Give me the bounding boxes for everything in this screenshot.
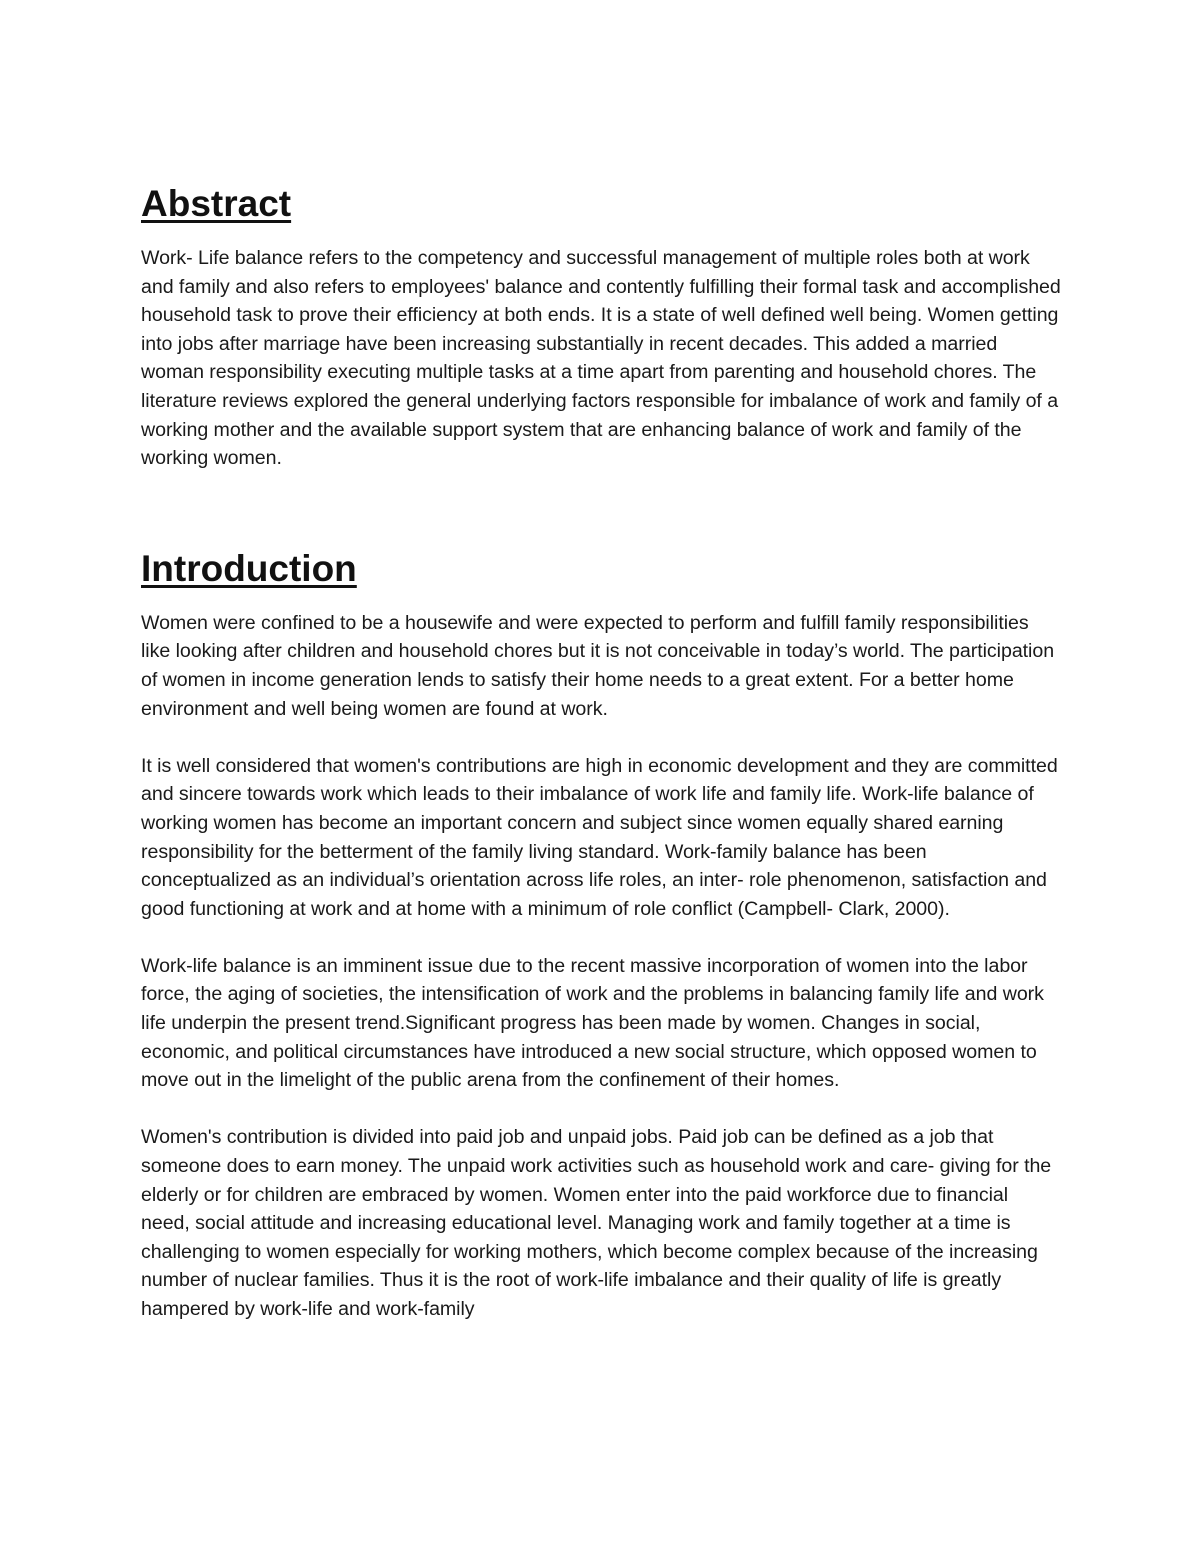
introduction-paragraph-3: Work-life balance is an imminent issue due to the recent massive incorporation of women into the labor force, the aging of societies, the intensification of work and the problems in balancing family life and work life underpin the present trend.Significant progress has been made by women. Changes in social, economic, and political circumstances have introduced a new social structure, which opposed women to move out in the limelight of the public arena from the confinement of their homes. <box>141 954 1044 1092</box>
introduction-section <box>141 545 1061 1324</box>
abstract-section <box>141 180 1061 473</box>
document-content <box>141 180 1061 1324</box>
introduction-paragraph-1: Women were confined to be a housewife and were expected to perform and fulfill family responsibilities like looking after children and household chores but it is not conceivable in today’s world. The participation of women in income generation lends to satisfy their home needs to a great extent. For a better home environment and well being women are found at work. <box>141 611 1055 720</box>
introduction-paragraph-4: Women's contribution is divided into paid job and unpaid jobs. Paid job can be defined as a job that someone does to earn money. The unpaid work activities such as household work and care- giving for the elderly or for children are embraced by women. Women enter into the paid workforce due to financial need, social attitude and increasing educational level. Managing work and family together at a time is challenging to women especially for working mothers, which become complex because of the increasing number of nuclear families. Thus it is the root of work-life imbalance and their quality of life is greatly hampered by work-life and work-family <box>141 1126 1052 1320</box>
section-spacer <box>141 473 1061 545</box>
paragraph-spacer <box>141 1095 1061 1124</box>
abstract-paragraph: Work- Life balance refers to the competency and successful management of multiple roles both at work and family and also refers to employees' balance and contently fulfilling their formal task and accomplished household task to prove their efficiency at both ends. It is a state of well defined well being. Women getting into jobs after marriage have been increasing substantially in recent decades. This added a married woman responsibility executing multiple tasks at a time apart from parenting and household chores. The literature reviews explored the general underlying factors responsible for imbalance of work and family of a working mother and the available support system that are enhancing balance of work and family of the working women. <box>141 247 1061 470</box>
abstract-heading: Abstract <box>141 183 292 224</box>
paragraph-spacer <box>141 723 1061 752</box>
introduction-paragraph-2: It is well considered that women's contributions are high in economic development and they are committed and sincere towards work which leads to their imbalance of work life and family life. Work-life balance of working women has become an important concern and subject since women equally shared earning responsibility for the betterment of the family living standard. Work-family balance has been conceptualized as an individual’s orientation across life roles, an inter- role phenomenon, satisfaction and good functioning at work and at home with a minimum of role conflict (Campbell- Clark, 2000). <box>141 754 1058 920</box>
introduction-heading: Introduction <box>141 547 357 589</box>
paragraph-spacer <box>141 923 1061 952</box>
